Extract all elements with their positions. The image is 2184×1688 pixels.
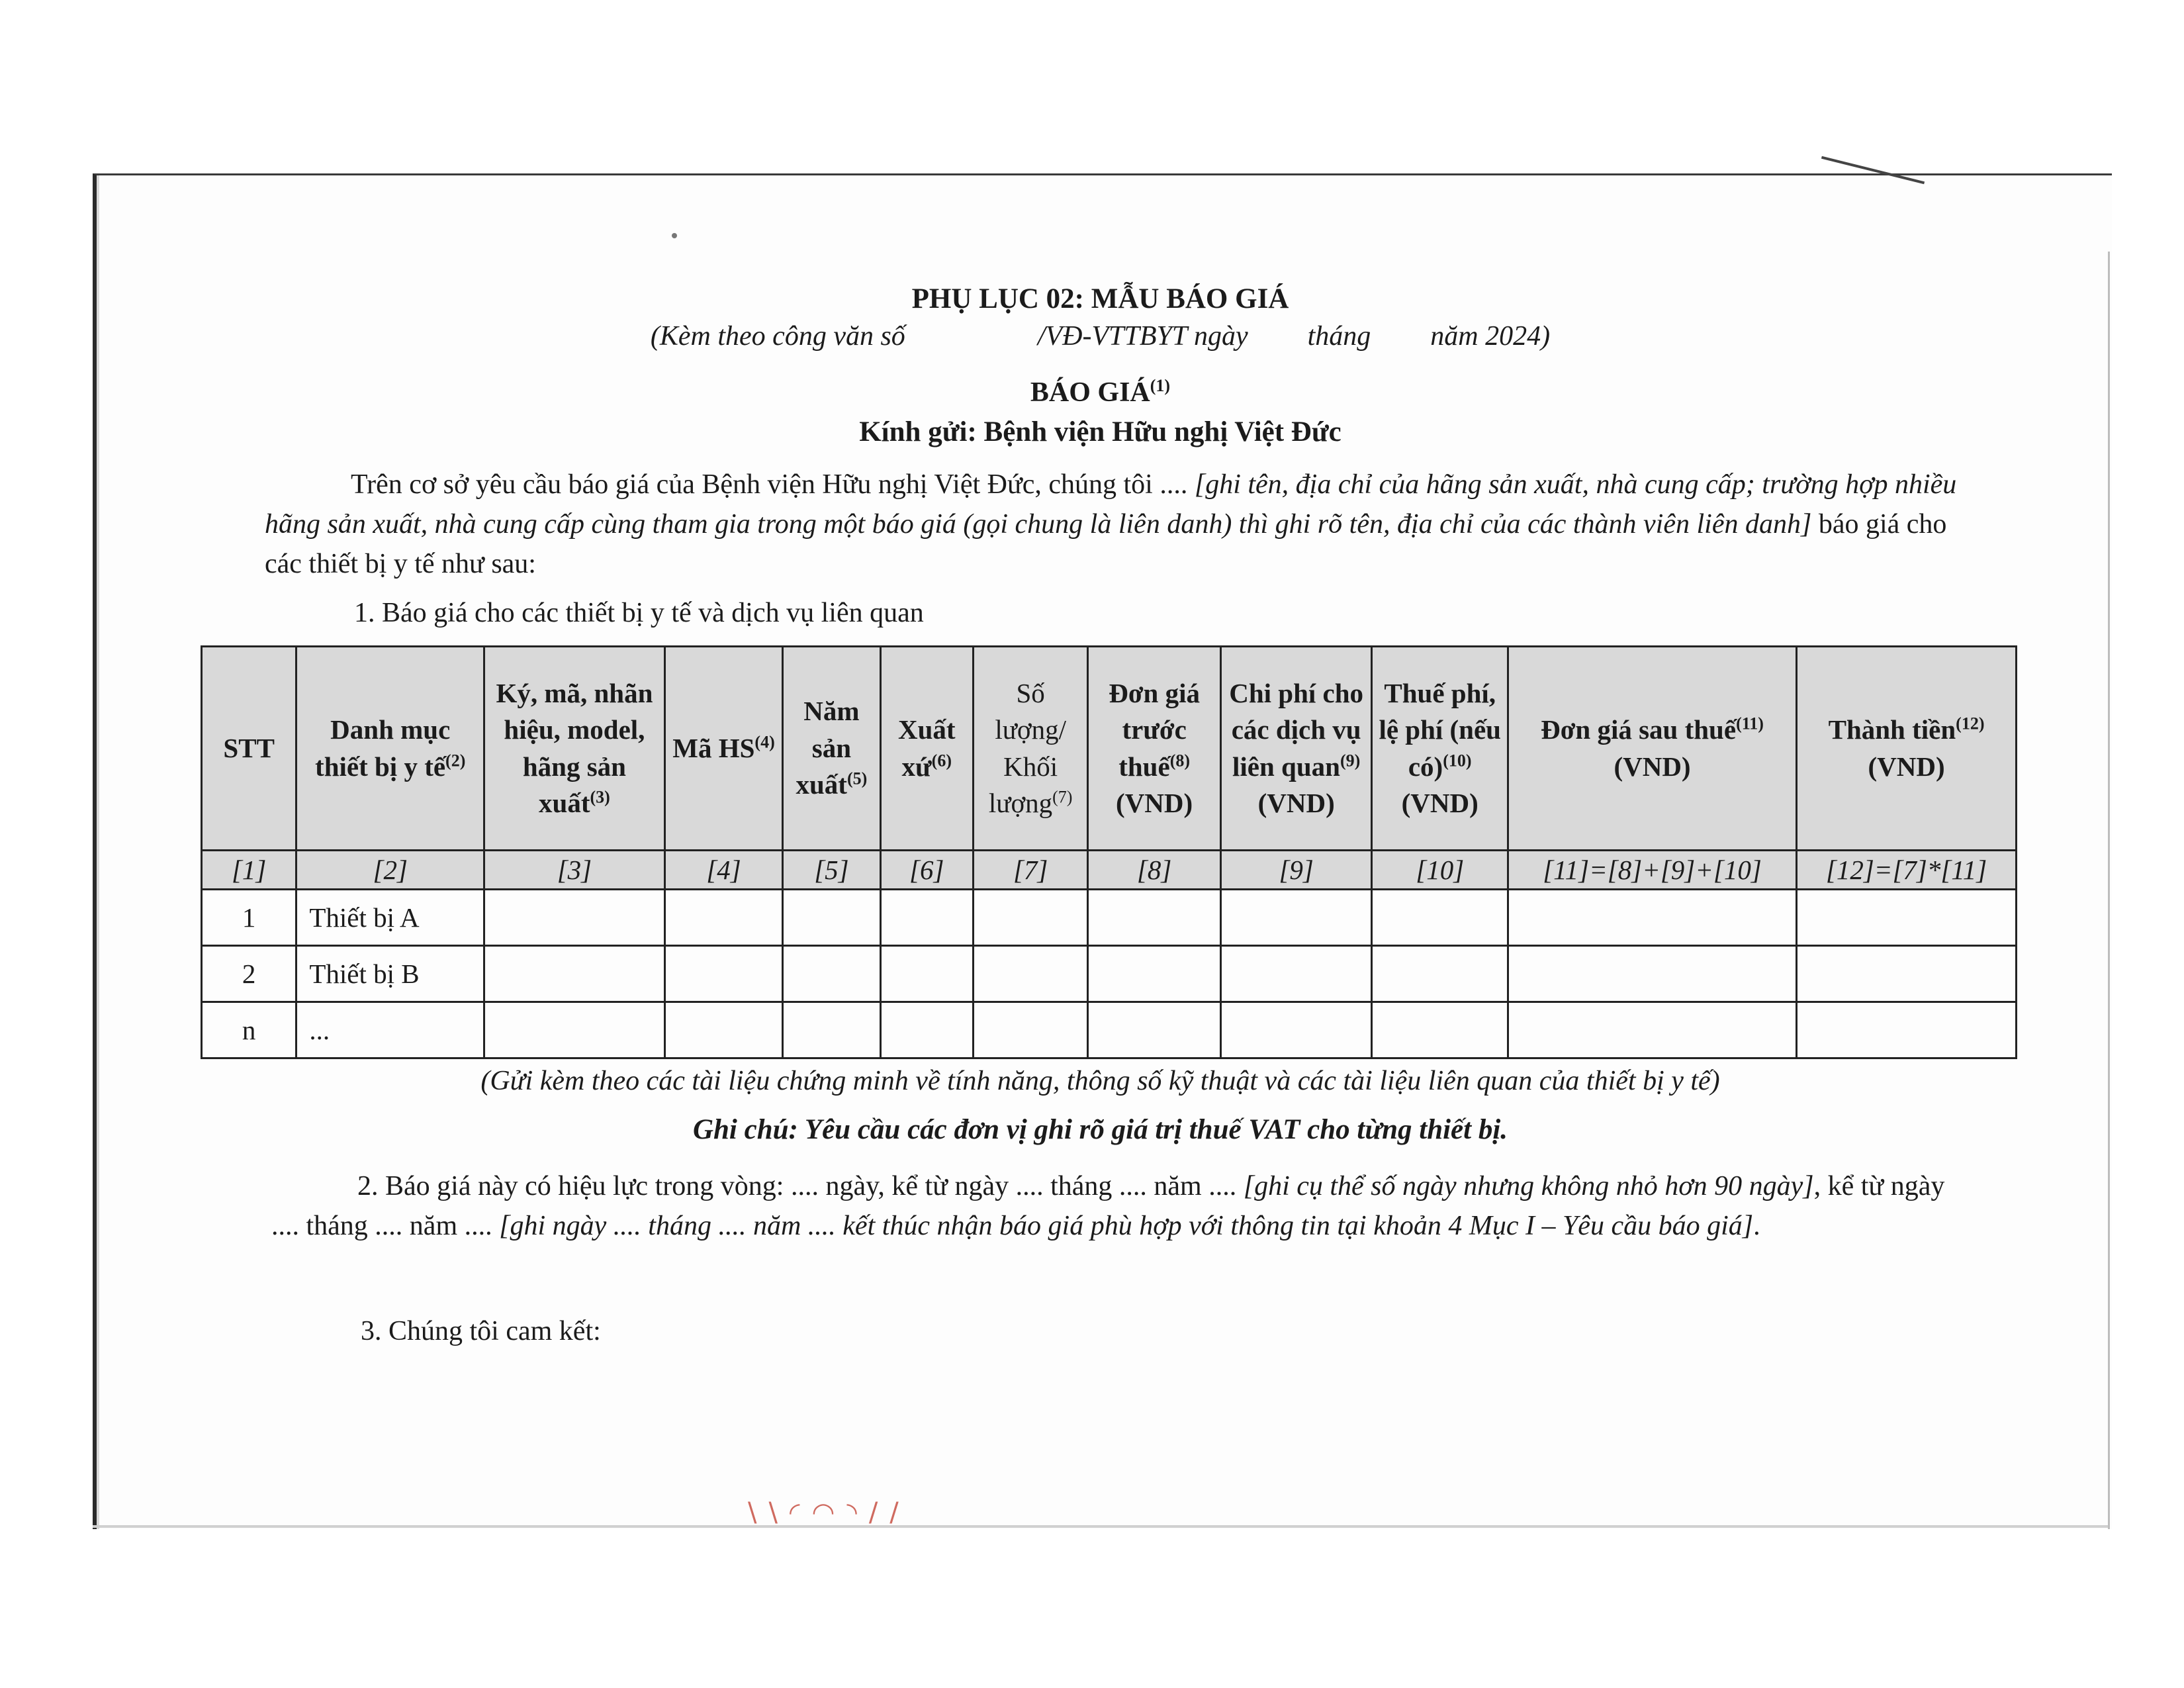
table-row: [202, 890, 2017, 946]
empty-cell[interactable]: [664, 890, 782, 946]
empty-cell[interactable]: [664, 1002, 782, 1058]
document-title: PHỤ LỤC 02: MẪU BÁO GIÁ: [911, 283, 1289, 314]
section-3-heading: 3. Chúng tôi cam kết:: [361, 1316, 601, 1346]
empty-cell[interactable]: [880, 1002, 973, 1058]
document-subtitle: [93, 319, 2108, 354]
section-2-text-3: .: [1753, 1211, 1760, 1241]
header-text: Số lượng/ Khối lượng: [988, 677, 1066, 818]
empty-cell[interactable]: [1220, 890, 1372, 946]
header-text: Xuất xứ: [897, 714, 956, 782]
header-text: Danh mục thiết bị y tế: [315, 714, 451, 782]
empty-cell[interactable]: [1508, 890, 1796, 946]
footnote-ref: (11): [1736, 714, 1764, 733]
index-cell: [10]: [1372, 851, 1508, 890]
row-device-name: Thiết bị B: [296, 946, 484, 1002]
header-text: Chi phí cho các dịch vụ liên quan: [1229, 677, 1364, 782]
section-2-paragraph: [271, 1166, 1966, 1246]
empty-cell[interactable]: [783, 890, 880, 946]
header-unit: (VND): [1257, 787, 1335, 818]
empty-cell[interactable]: [1508, 1002, 1796, 1058]
table-row: [202, 946, 2017, 1002]
header-price-before-tax: [1088, 647, 1221, 851]
quote-heading: [93, 375, 2108, 410]
vat-note: Ghi chú: Yêu cầu các đơn vị ghi rõ giá trị thuế VAT cho từng thiết bị.: [692, 1114, 1508, 1145]
intro-italic: [ghi tên, địa chỉ của hãng sản xuất, nhà cung cấp; trường hợp nhiều hãng sản xuất, nhà cung cấp cùng tham gia trong một báo giá (gọi chung là liên danh) thì ghi rõ tên, địa chỉ của các thành viên liên danh]: [265, 469, 1957, 539]
header-year: [783, 647, 880, 851]
header-text: Ký, mã, nhãn hiệu, model, hãng sản xuất: [496, 677, 653, 818]
intro-text-1: Trên cơ sở yêu cầu báo giá của Bệnh viện Hữu nghị Việt Đức, chúng tôi ....: [351, 469, 1195, 500]
empty-cell[interactable]: [1372, 946, 1508, 1002]
table-row: [202, 1002, 2017, 1058]
header-quantity: [973, 647, 1087, 851]
table-header-row: [202, 647, 2017, 851]
header-stt: [202, 647, 296, 851]
header-text: Đơn giá trước thuế: [1109, 677, 1200, 782]
section-2-text-1: 2. Báo giá này có hiệu lực trong vòng: .... ngày, kể từ ngày .... tháng .... năm ....: [357, 1171, 1244, 1201]
index-cell: [11]=[8]+[9]+[10]: [1508, 851, 1796, 890]
empty-cell[interactable]: [880, 946, 973, 1002]
index-cell: [12]=[7]*[11]: [1797, 851, 2017, 890]
index-cell: [1]: [202, 851, 296, 890]
empty-cell[interactable]: [1220, 1002, 1372, 1058]
scan-dot: [672, 233, 677, 238]
header-device-category: [296, 647, 484, 851]
attachment-note: (Gửi kèm theo các tài liệu chứng minh về tính năng, thông số kỹ thuật và các tài liệu liên quan của thiết bị y tế): [480, 1066, 1720, 1096]
index-cell: [7]: [973, 851, 1087, 890]
quote-table: [201, 645, 2017, 1059]
empty-cell[interactable]: [1088, 890, 1221, 946]
index-cell: [4]: [664, 851, 782, 890]
empty-cell[interactable]: [484, 890, 665, 946]
header-hs-code: [664, 647, 782, 851]
subtitle-part-4: năm 2024): [1430, 321, 1551, 352]
red-stamp-fragment: \\◜◠◝//: [748, 1497, 911, 1528]
recipient-line: Kính gửi: Bệnh viện Hữu nghị Việt Đức: [859, 416, 1342, 447]
header-service-cost: [1220, 647, 1372, 851]
header-model: [484, 647, 665, 851]
row-stt: 1: [202, 890, 296, 946]
footnote-ref: (1): [1150, 376, 1171, 395]
footnote-ref: (3): [590, 787, 610, 807]
quote-heading-text: BÁO GIÁ: [1030, 377, 1150, 408]
footnote-ref: (6): [931, 750, 952, 770]
footnote-ref: (5): [846, 769, 868, 788]
subtitle-part-2: /VĐ-VTTBYT ngày: [1037, 321, 1248, 352]
empty-cell[interactable]: [973, 946, 1087, 1002]
empty-cell[interactable]: [484, 1002, 665, 1058]
index-cell: [8]: [1088, 851, 1221, 890]
section-2-italic-2: [ghi ngày .... tháng .... năm .... kết thúc nhận báo giá phù hợp với thông tin tại khoản 4 Mục I – Yêu cầu báo giá]: [499, 1211, 1754, 1241]
page-bottom-edge: [93, 1525, 2108, 1528]
empty-cell[interactable]: [1088, 1002, 1221, 1058]
empty-cell[interactable]: [880, 890, 973, 946]
empty-cell[interactable]: [664, 946, 782, 1002]
table-index-row: [202, 851, 2017, 890]
footnote-ref: (8): [1169, 750, 1191, 770]
row-device-name: ...: [296, 1002, 484, 1058]
footnote-ref: (9): [1340, 750, 1361, 770]
row-stt: 2: [202, 946, 296, 1002]
subtitle-part-3: tháng: [1307, 321, 1371, 352]
header-text: Thuế phí, lệ phí (nếu có): [1379, 677, 1501, 782]
empty-cell[interactable]: [783, 946, 880, 1002]
index-cell: [5]: [783, 851, 880, 890]
empty-cell[interactable]: [1797, 946, 2017, 1002]
intro-text-2: báo giá cho các thiết bị y tế như sau:: [265, 509, 1947, 579]
header-text: STT: [223, 732, 275, 763]
empty-cell[interactable]: [973, 890, 1087, 946]
footnote-ref: (10): [1443, 750, 1472, 770]
empty-cell[interactable]: [1088, 946, 1221, 1002]
header-origin: [880, 647, 973, 851]
empty-cell[interactable]: [783, 1002, 880, 1058]
index-cell: [6]: [880, 851, 973, 890]
index-cell: [2]: [296, 851, 484, 890]
empty-cell[interactable]: [1797, 1002, 2017, 1058]
footnote-ref: (12): [1956, 714, 1985, 733]
empty-cell[interactable]: [1372, 1002, 1508, 1058]
index-cell: [9]: [1220, 851, 1372, 890]
empty-cell[interactable]: [484, 946, 665, 1002]
index-cell: [3]: [484, 851, 665, 890]
header-tax-fee: [1372, 647, 1508, 851]
empty-cell[interactable]: [1372, 890, 1508, 946]
row-stt: n: [202, 1002, 296, 1058]
header-text: Năm sản xuất: [796, 696, 860, 800]
header-unit: (VND): [1116, 787, 1193, 818]
section-2-italic-1: [ghi cụ thể số ngày nhưng không nhỏ hơn 90 ngày]: [1243, 1171, 1814, 1201]
header-unit: (VND): [1401, 787, 1479, 818]
empty-cell[interactable]: [1797, 890, 2017, 946]
header-price-after-tax: [1508, 647, 1796, 851]
empty-cell[interactable]: [973, 1002, 1087, 1058]
subtitle-part-1: (Kèm theo công văn số: [650, 321, 905, 352]
header-total: [1797, 647, 2017, 851]
header-unit: (VND): [1868, 751, 1945, 782]
section-1-heading: 1. Báo giá cho các thiết bị y tế và dịch vụ liên quan: [354, 598, 924, 628]
page-edge: [2108, 252, 2110, 1529]
empty-cell[interactable]: [1220, 946, 1372, 1002]
footnote-ref: (2): [445, 750, 466, 770]
footnote-ref: (4): [754, 732, 775, 752]
footnote-ref: (7): [1052, 787, 1073, 807]
section-2-text-2: , kể từ ngày .... tháng .... năm ....: [271, 1171, 1945, 1241]
header-text: Đơn giá sau thuế: [1541, 714, 1737, 745]
row-device-name: Thiết bị A: [296, 890, 484, 946]
header-text: Thành tiền: [1828, 714, 1956, 745]
empty-cell[interactable]: [1508, 946, 1796, 1002]
intro-paragraph: [265, 465, 1959, 584]
header-unit: (VND): [1614, 751, 1691, 782]
header-text: Mã HS: [672, 732, 755, 763]
